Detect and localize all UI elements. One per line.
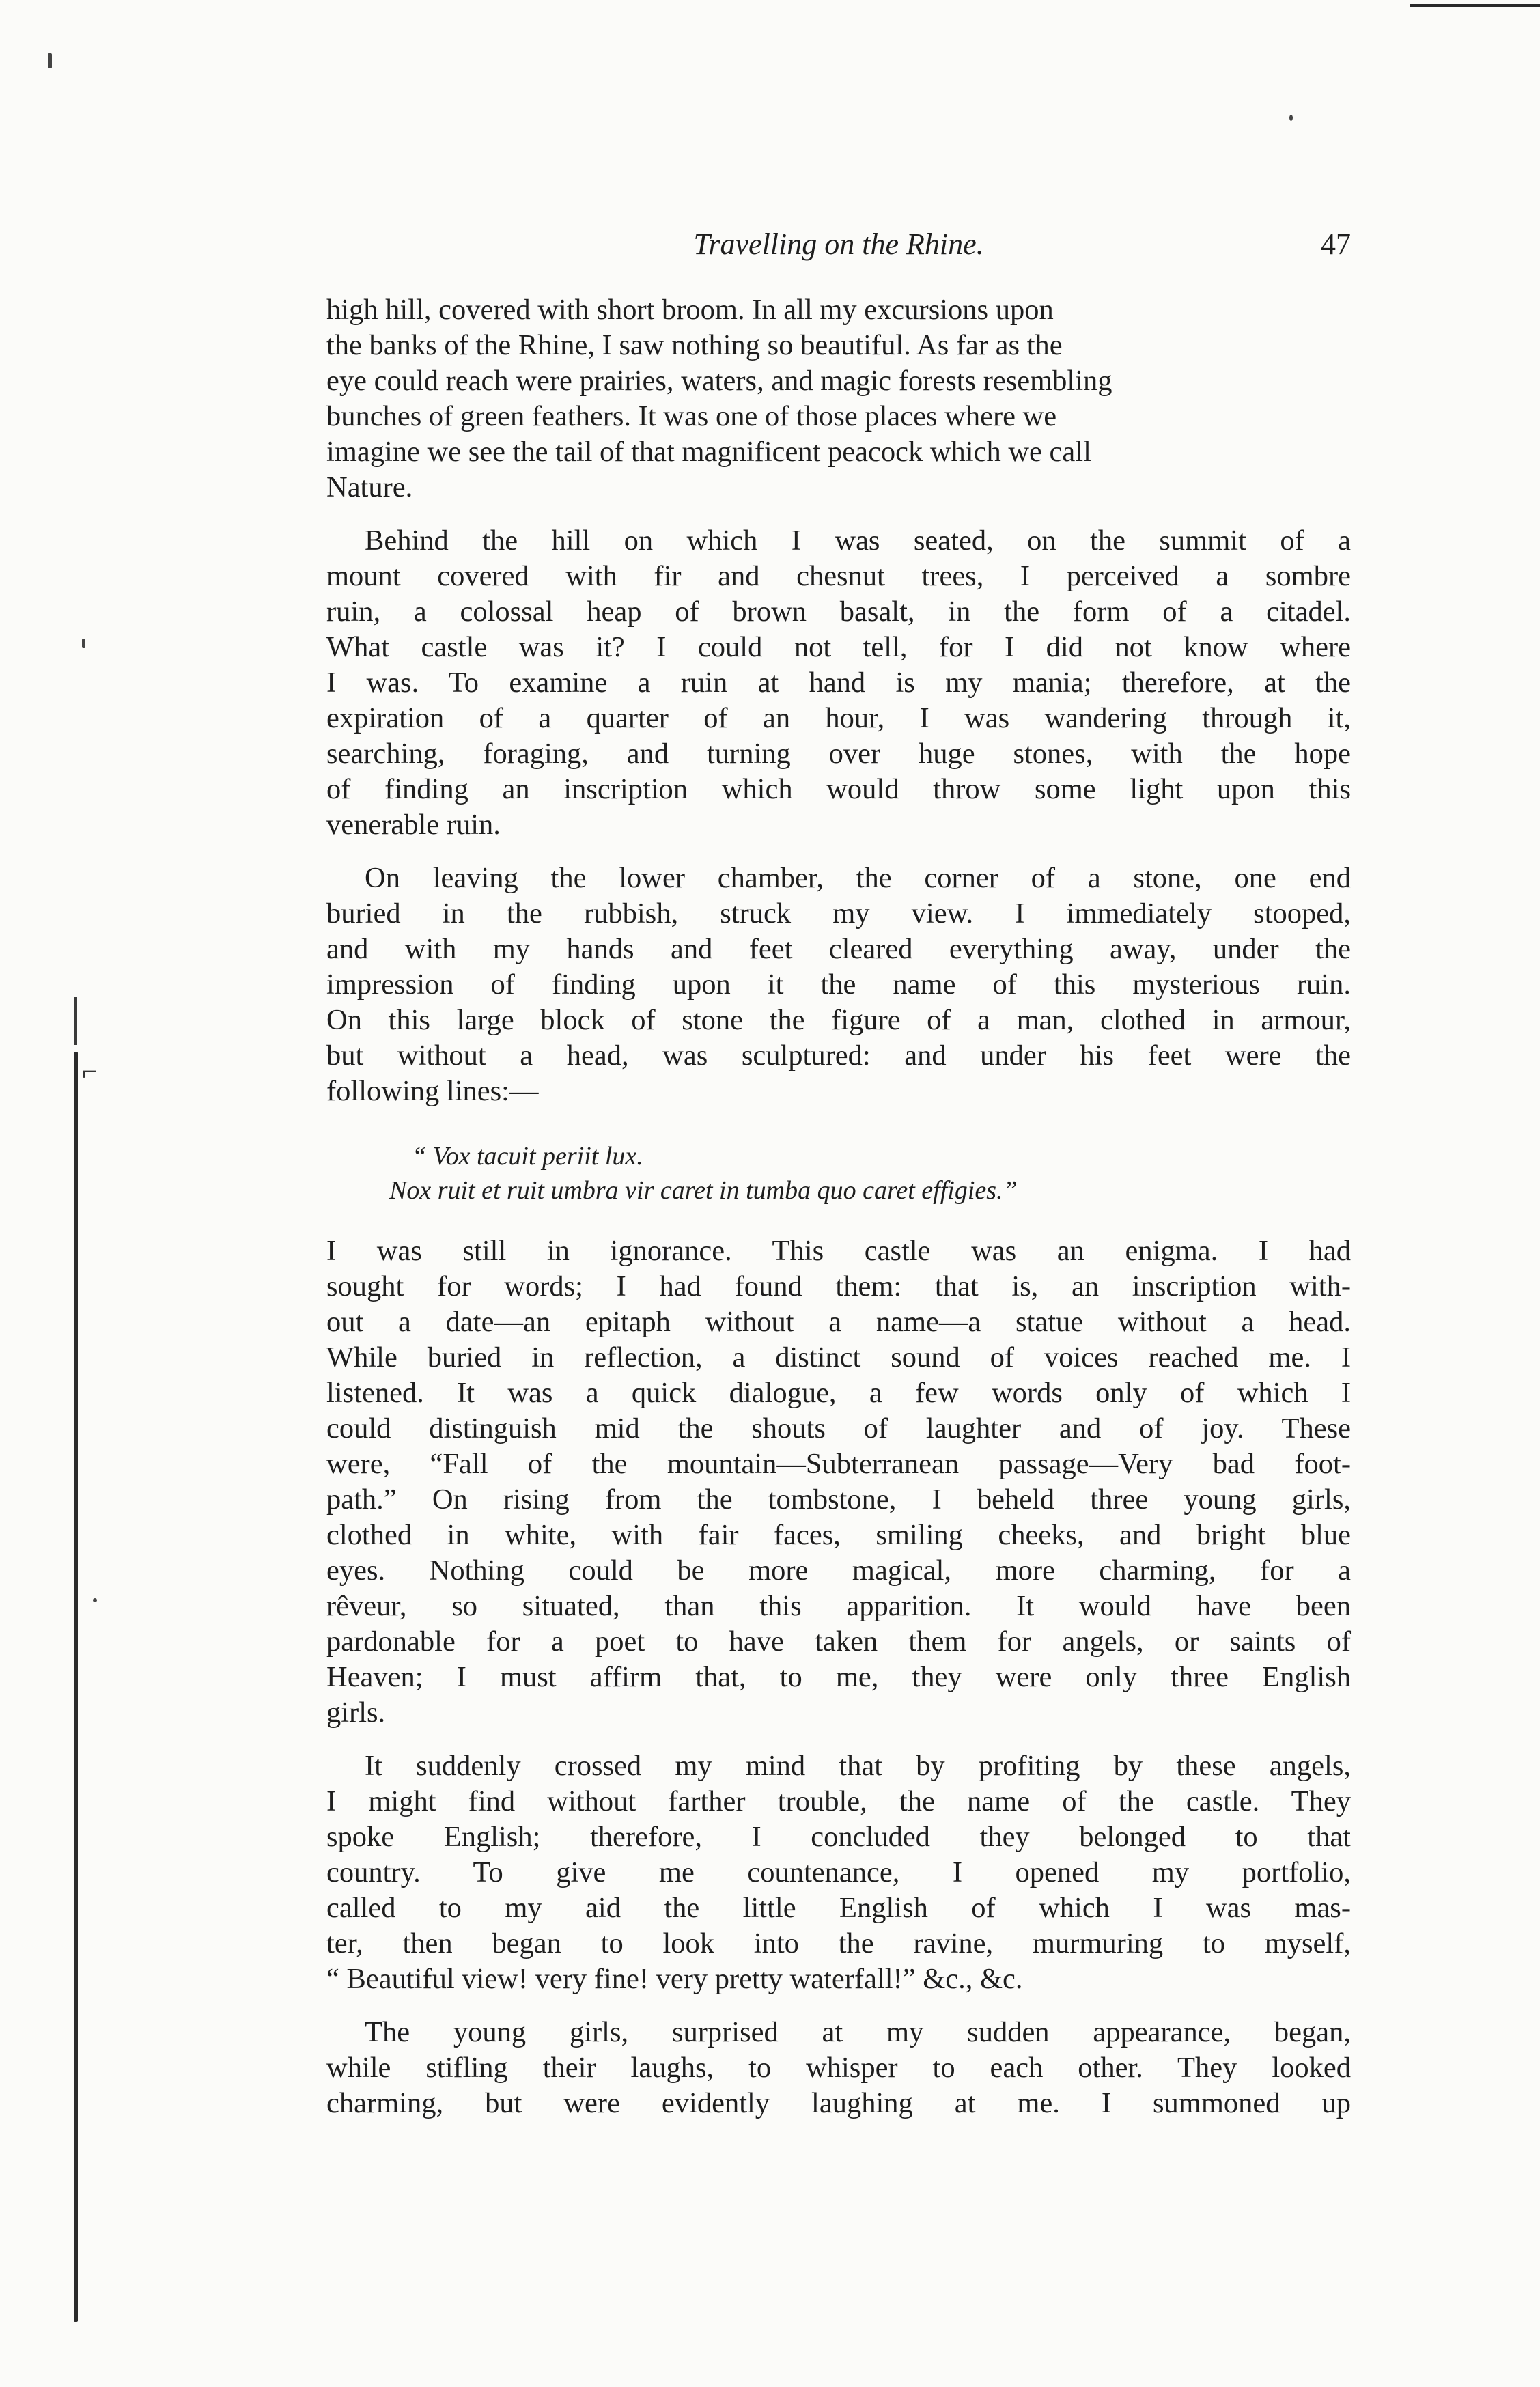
scan-speck — [48, 53, 52, 68]
text-line: impression of finding upon it the name of this mysterious ruin. — [326, 968, 1351, 1001]
body-text — [326, 292, 1351, 2121]
paragraph — [326, 523, 1351, 843]
text-line: the banks of the Rhine, I saw nothing so beautiful. As far as the — [326, 329, 1063, 361]
page-header — [326, 227, 1351, 275]
text-line: While buried in reflection, a distinct sound of voices reached me. I — [326, 1341, 1351, 1373]
text-line: but without a head, was sculptured: and under his feet were the — [326, 1039, 1351, 1072]
text-line: “ Beautiful view! very fine! very pretty waterfall!” &c., &c. — [326, 1963, 1023, 1995]
paragraph — [326, 1748, 1351, 1997]
text-line: I was. To examine a ruin at hand is my mania; therefore, at the — [326, 667, 1351, 699]
quote-line: Nox ruit et ruit umbra vir caret in tumba quo caret effigies.” — [389, 1176, 1018, 1205]
scan-speck — [93, 1598, 97, 1602]
text-line: buried in the rubbish, struck my view. I immediately stooped, — [326, 897, 1351, 930]
paragraph — [326, 292, 1351, 505]
text-line: Nature. — [326, 471, 413, 503]
text-line: I was still in ignorance. This castle was an enigma. I had — [326, 1235, 1351, 1267]
paragraph — [326, 2015, 1351, 2121]
text-line: imagine we see the tail of that magnificent peacock which we call — [326, 436, 1091, 468]
text-line: mount covered with fir and chesnut trees, I perceived a sombre — [326, 560, 1351, 592]
text-line: On this large block of stone the figure of a man, clothed in armour, — [326, 1004, 1351, 1036]
text-line: listened. It was a quick dialogue, a few words only of which I — [326, 1377, 1351, 1409]
text-line: venerable ruin. — [326, 809, 501, 841]
text-line: spoke English; therefore, I concluded they belonged to that — [326, 1821, 1351, 1853]
text-line: ter, then began to look into the ravine, murmuring to myself, — [326, 1927, 1351, 1959]
text-line: eye could reach were prairies, waters, and magic forests resembling — [326, 365, 1112, 397]
text-line: Behind the hill on which I was seated, on the summit of a — [365, 525, 1351, 557]
top-rule — [1410, 4, 1540, 7]
text-line: girls. — [326, 1697, 386, 1729]
gutter-mark-icon: ⌐ — [82, 1056, 98, 1087]
text-line: clothed in white, with fair faces, smiling cheeks, and bright blue — [326, 1519, 1351, 1551]
text-line: high hill, covered with short broom. In all my excursions upon — [326, 294, 1054, 326]
text-line: What castle was it? I could not tell, for I did not know where — [326, 631, 1351, 663]
running-title: Travelling on the Rhine. — [693, 227, 984, 261]
text-line: On leaving the lower chamber, the corner of a stone, one end — [365, 862, 1351, 894]
text-line: country. To give me countenance, I opened my portfolio, — [326, 1856, 1351, 1888]
text-line: bunches of green feathers. It was one of those places where we — [326, 400, 1057, 432]
text-line: following lines:— — [326, 1075, 539, 1107]
text-line: while stifling their laughs, to whisper to each other. They looked — [326, 2052, 1351, 2084]
text-line: I might find without farther trouble, the name of the castle. They — [326, 1785, 1351, 1817]
text-line: eyes. Nothing could be more magical, more charming, for a — [326, 1554, 1351, 1587]
text-line: expiration of a quarter of an hour, I was wandering through it, — [326, 702, 1351, 734]
text-line: out a date—an epitaph without a name—a statue without a head. — [326, 1306, 1351, 1338]
text-line: searching, foraging, and turning over huge stones, with the hope — [326, 738, 1351, 770]
text-line: It suddenly crossed my mind that by profiting by these angels, — [365, 1750, 1351, 1782]
text-line: were, “Fall of the mountain—Subterranean passage—Very bad foot- — [326, 1448, 1351, 1480]
page-number: 47 — [1321, 227, 1351, 261]
text-line: could distinguish mid the shouts of laughter and of joy. These — [326, 1412, 1351, 1444]
scan-speck — [1289, 115, 1293, 121]
text-line: charming, but were evidently laughing at me. I summoned up — [326, 2087, 1351, 2119]
text-line: and with my hands and feet cleared everything away, under the — [326, 933, 1351, 965]
text-line: pardonable for a poet to have taken them for angels, or saints of — [326, 1625, 1351, 1658]
text-line: The young girls, surprised at my sudden appearance, began, — [365, 2016, 1351, 2048]
paragraph — [326, 1233, 1351, 1731]
paragraph — [326, 861, 1351, 1109]
text-line: called to my aid the little English of which I was mas- — [326, 1892, 1351, 1924]
inscription-quote — [326, 1139, 1351, 1208]
binding-edge — [74, 997, 77, 1045]
text-line: of finding an inscription which would throw some light upon this — [326, 773, 1351, 805]
text-line: ruin, a colossal heap of brown basalt, in the form of a citadel. — [326, 596, 1351, 628]
binding-edge — [74, 1052, 78, 2322]
scan-speck — [82, 639, 85, 648]
text-line: rêveur, so situated, than this apparition. It would have been — [326, 1590, 1351, 1622]
quote-line: “ Vox tacuit periit lux. — [412, 1142, 643, 1171]
text-line: Heaven; I must affirm that, to me, they were only three English — [326, 1661, 1351, 1693]
text-line: path.” On rising from the tombstone, I beheld three young girls, — [326, 1483, 1351, 1516]
text-line: sought for words; I had found them: that is, an inscription with- — [326, 1270, 1351, 1302]
